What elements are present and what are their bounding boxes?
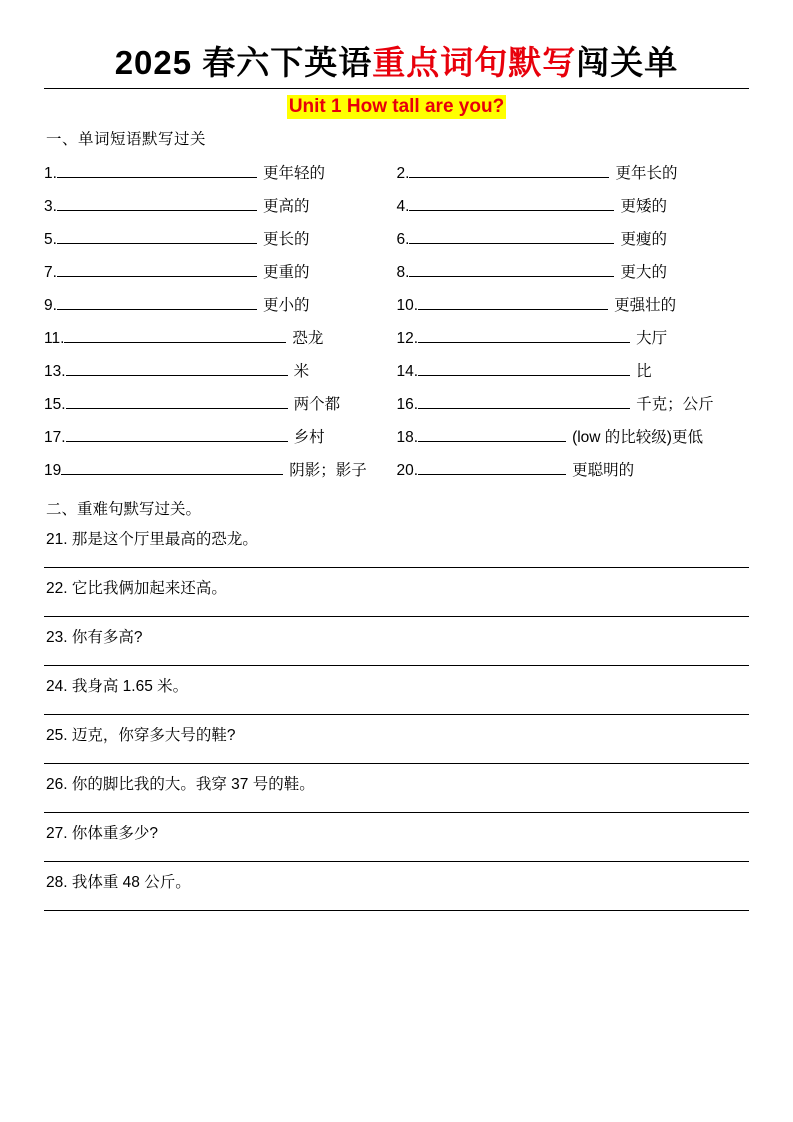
vocabulary-row xyxy=(44,256,749,289)
vocabulary-chinese-prompt: 两个都 xyxy=(293,395,341,413)
vocabulary-chinese-prompt: 乡村 xyxy=(293,428,325,446)
vocabulary-answer-blank[interactable] xyxy=(64,327,286,343)
vocabulary-cell xyxy=(397,322,750,355)
sentence-block xyxy=(44,574,749,617)
vocabulary-answer-blank[interactable] xyxy=(409,261,614,277)
sentence-answer-line[interactable] xyxy=(44,616,749,617)
vocabulary-number: 17. xyxy=(44,428,66,446)
vocabulary-number: 7. xyxy=(44,263,57,281)
page-title xyxy=(44,44,749,82)
sentence-prompt xyxy=(44,819,749,849)
vocabulary-cell xyxy=(397,421,750,454)
sentence-block xyxy=(44,525,749,568)
vocabulary-answer-blank[interactable] xyxy=(57,294,257,310)
vocabulary-chinese-prompt: 更大的 xyxy=(620,263,667,281)
vocabulary-answer-blank[interactable] xyxy=(57,162,257,178)
vocabulary-answer-blank[interactable] xyxy=(418,327,630,343)
vocabulary-chinese-prompt: 更重的 xyxy=(262,263,310,281)
vocabulary-chinese-prompt: 更瘦的 xyxy=(620,230,667,248)
sentence-prompt xyxy=(44,868,749,898)
vocabulary-number: 5. xyxy=(44,230,57,248)
vocabulary-cell xyxy=(397,388,750,421)
vocabulary-chinese-prompt: 更聪明的 xyxy=(572,461,635,479)
vocabulary-cell xyxy=(44,421,397,454)
vocabulary-cell xyxy=(397,256,750,289)
vocabulary-chinese-prompt: 大厅 xyxy=(636,329,668,347)
vocabulary-number: 11. xyxy=(44,329,65,347)
sentence-answer-line[interactable] xyxy=(44,861,749,862)
sentence-chinese-text: 我身高 1.65 米。 xyxy=(67,677,189,695)
vocabulary-answer-blank[interactable] xyxy=(418,459,566,475)
vocabulary-answer-blank[interactable] xyxy=(418,393,630,409)
vocabulary-chinese-prompt: 更年长的 xyxy=(615,164,678,182)
vocabulary-cell xyxy=(397,355,750,388)
vocabulary-number: 14. xyxy=(396,362,419,380)
vocabulary-number: 9. xyxy=(44,296,57,314)
title-divider xyxy=(44,88,749,89)
vocabulary-row xyxy=(44,190,749,223)
vocabulary-chinese-prompt: 更小的 xyxy=(262,296,310,314)
sentence-number: 23. xyxy=(46,628,68,646)
unit-heading-text: Unit 1 How tall are you? xyxy=(288,95,505,117)
vocabulary-answer-blank[interactable] xyxy=(66,426,288,442)
vocabulary-number: 13. xyxy=(44,362,66,380)
vocabulary-answer-blank[interactable] xyxy=(418,426,566,442)
vocabulary-chinese-prompt: 更矮的 xyxy=(620,197,667,215)
vocabulary-chinese-prompt: 更高的 xyxy=(262,197,310,215)
sentence-number: 26. xyxy=(46,775,68,793)
vocabulary-cell xyxy=(397,289,750,322)
vocabulary-number: 3. xyxy=(44,197,57,215)
section-one-heading: 一、单词短语默写过关 xyxy=(46,130,207,148)
sentence-prompt xyxy=(44,525,749,555)
vocabulary-chinese-prompt: 更强壮的 xyxy=(614,296,677,314)
sentence-block xyxy=(44,721,749,764)
vocabulary-cell xyxy=(44,157,397,190)
unit-heading xyxy=(44,95,749,119)
sentence-block xyxy=(44,672,749,715)
sentence-prompt xyxy=(44,721,749,751)
sentence-answer-line[interactable] xyxy=(44,714,749,715)
vocabulary-chinese-prompt: 更年轻的 xyxy=(262,164,325,182)
vocabulary-answer-blank[interactable] xyxy=(418,360,630,376)
vocabulary-row xyxy=(44,322,749,355)
vocabulary-answer-blank[interactable] xyxy=(66,360,288,376)
vocabulary-cell xyxy=(397,157,750,190)
sentence-number: 22. xyxy=(46,579,68,597)
vocabulary-cell xyxy=(44,190,397,223)
vocabulary-row xyxy=(44,157,749,190)
sentence-prompt xyxy=(44,770,749,800)
vocabulary-answer-blank[interactable] xyxy=(409,162,609,178)
vocabulary-chinese-prompt: 千克；公斤 xyxy=(636,395,714,413)
vocabulary-answer-blank[interactable] xyxy=(66,393,288,409)
vocabulary-cell xyxy=(44,223,397,256)
sentence-chinese-text: 那是这个厅里最高的恐龙。 xyxy=(67,530,258,548)
sentence-answer-line[interactable] xyxy=(44,567,749,568)
sentence-block xyxy=(44,623,749,666)
sentence-answer-line[interactable] xyxy=(44,910,749,911)
vocabulary-answer-blank[interactable] xyxy=(57,195,257,211)
sentence-number: 27. xyxy=(46,824,68,842)
sentence-prompt xyxy=(44,574,749,604)
vocabulary-number: 8. xyxy=(396,263,410,281)
vocabulary-row xyxy=(44,355,749,388)
vocabulary-chinese-prompt: 比 xyxy=(636,362,652,380)
vocabulary-cell xyxy=(44,256,397,289)
sentence-answer-line[interactable] xyxy=(44,763,749,764)
page-title-suffix: 闯关单 xyxy=(576,44,679,81)
sentence-block xyxy=(44,868,749,911)
vocabulary-cell xyxy=(44,289,397,322)
sentence-chinese-text: 迈克，你穿多大号的鞋? xyxy=(67,726,236,744)
vocabulary-answer-blank[interactable] xyxy=(418,294,608,310)
vocabulary-answer-blank[interactable] xyxy=(409,228,614,244)
sentence-number: 21. xyxy=(46,530,68,548)
vocabulary-chinese-prompt: (low 的比较级)更低 xyxy=(572,428,703,446)
sentence-chinese-text: 我体重 48 公斤。 xyxy=(67,873,191,891)
vocabulary-chinese-prompt: 阴影；影子 xyxy=(289,461,367,479)
vocabulary-cell xyxy=(44,454,397,487)
vocabulary-row xyxy=(44,388,749,421)
vocabulary-cell xyxy=(44,388,397,421)
vocabulary-number: 12. xyxy=(396,329,419,347)
sentence-prompt xyxy=(44,623,749,653)
sentence-chinese-text: 你体重多少? xyxy=(67,824,158,842)
vocabulary-row xyxy=(44,454,749,487)
sentence-chinese-text: 你有多高? xyxy=(67,628,143,646)
section-two-heading: 二、重难句默写过关。 xyxy=(46,500,202,518)
vocabulary-number: 19 xyxy=(44,461,62,479)
sentence-list xyxy=(44,525,749,911)
vocabulary-cell xyxy=(397,223,750,256)
sentence-answer-line[interactable] xyxy=(44,665,749,666)
vocabulary-number: 4. xyxy=(396,197,410,215)
vocabulary-number: 2. xyxy=(396,164,410,182)
vocabulary-row xyxy=(44,289,749,322)
page-title-prefix: 2025 春六下英语 xyxy=(114,44,373,81)
vocabulary-number: 10. xyxy=(396,296,419,314)
vocabulary-grid xyxy=(44,157,749,487)
vocabulary-number: 1. xyxy=(44,164,57,182)
vocabulary-row xyxy=(44,223,749,256)
vocabulary-answer-blank[interactable] xyxy=(57,228,257,244)
vocabulary-number: 18. xyxy=(396,428,419,446)
sentence-answer-line[interactable] xyxy=(44,812,749,813)
sentence-chinese-text: 它比我俩加起来还高。 xyxy=(67,579,227,597)
sentence-number: 25. xyxy=(46,726,68,744)
sentence-block xyxy=(44,819,749,862)
page-title-highlight: 重点词句默写 xyxy=(372,44,577,81)
sentence-number: 28. xyxy=(46,873,68,891)
sentence-number: 24. xyxy=(46,677,68,695)
vocabulary-chinese-prompt: 更长的 xyxy=(262,230,310,248)
vocabulary-number: 20. xyxy=(396,461,419,479)
vocabulary-number: 6. xyxy=(396,230,410,248)
vocabulary-chinese-prompt: 米 xyxy=(293,362,310,380)
vocabulary-cell xyxy=(397,190,750,223)
vocabulary-answer-blank[interactable] xyxy=(409,195,614,211)
sentence-prompt xyxy=(44,672,749,702)
vocabulary-row xyxy=(44,421,749,454)
vocabulary-number: 15. xyxy=(44,395,66,413)
sentence-chinese-text: 你的脚比我的大。我穿 37 号的鞋。 xyxy=(67,775,315,793)
vocabulary-cell xyxy=(397,454,750,487)
vocabulary-cell xyxy=(44,355,397,388)
vocabulary-answer-blank[interactable] xyxy=(57,261,257,277)
vocabulary-number: 16. xyxy=(396,395,419,413)
sentence-block xyxy=(44,770,749,813)
vocabulary-cell xyxy=(44,322,397,355)
vocabulary-chinese-prompt: 恐龙 xyxy=(292,329,324,347)
vocabulary-answer-blank[interactable] xyxy=(61,459,283,475)
